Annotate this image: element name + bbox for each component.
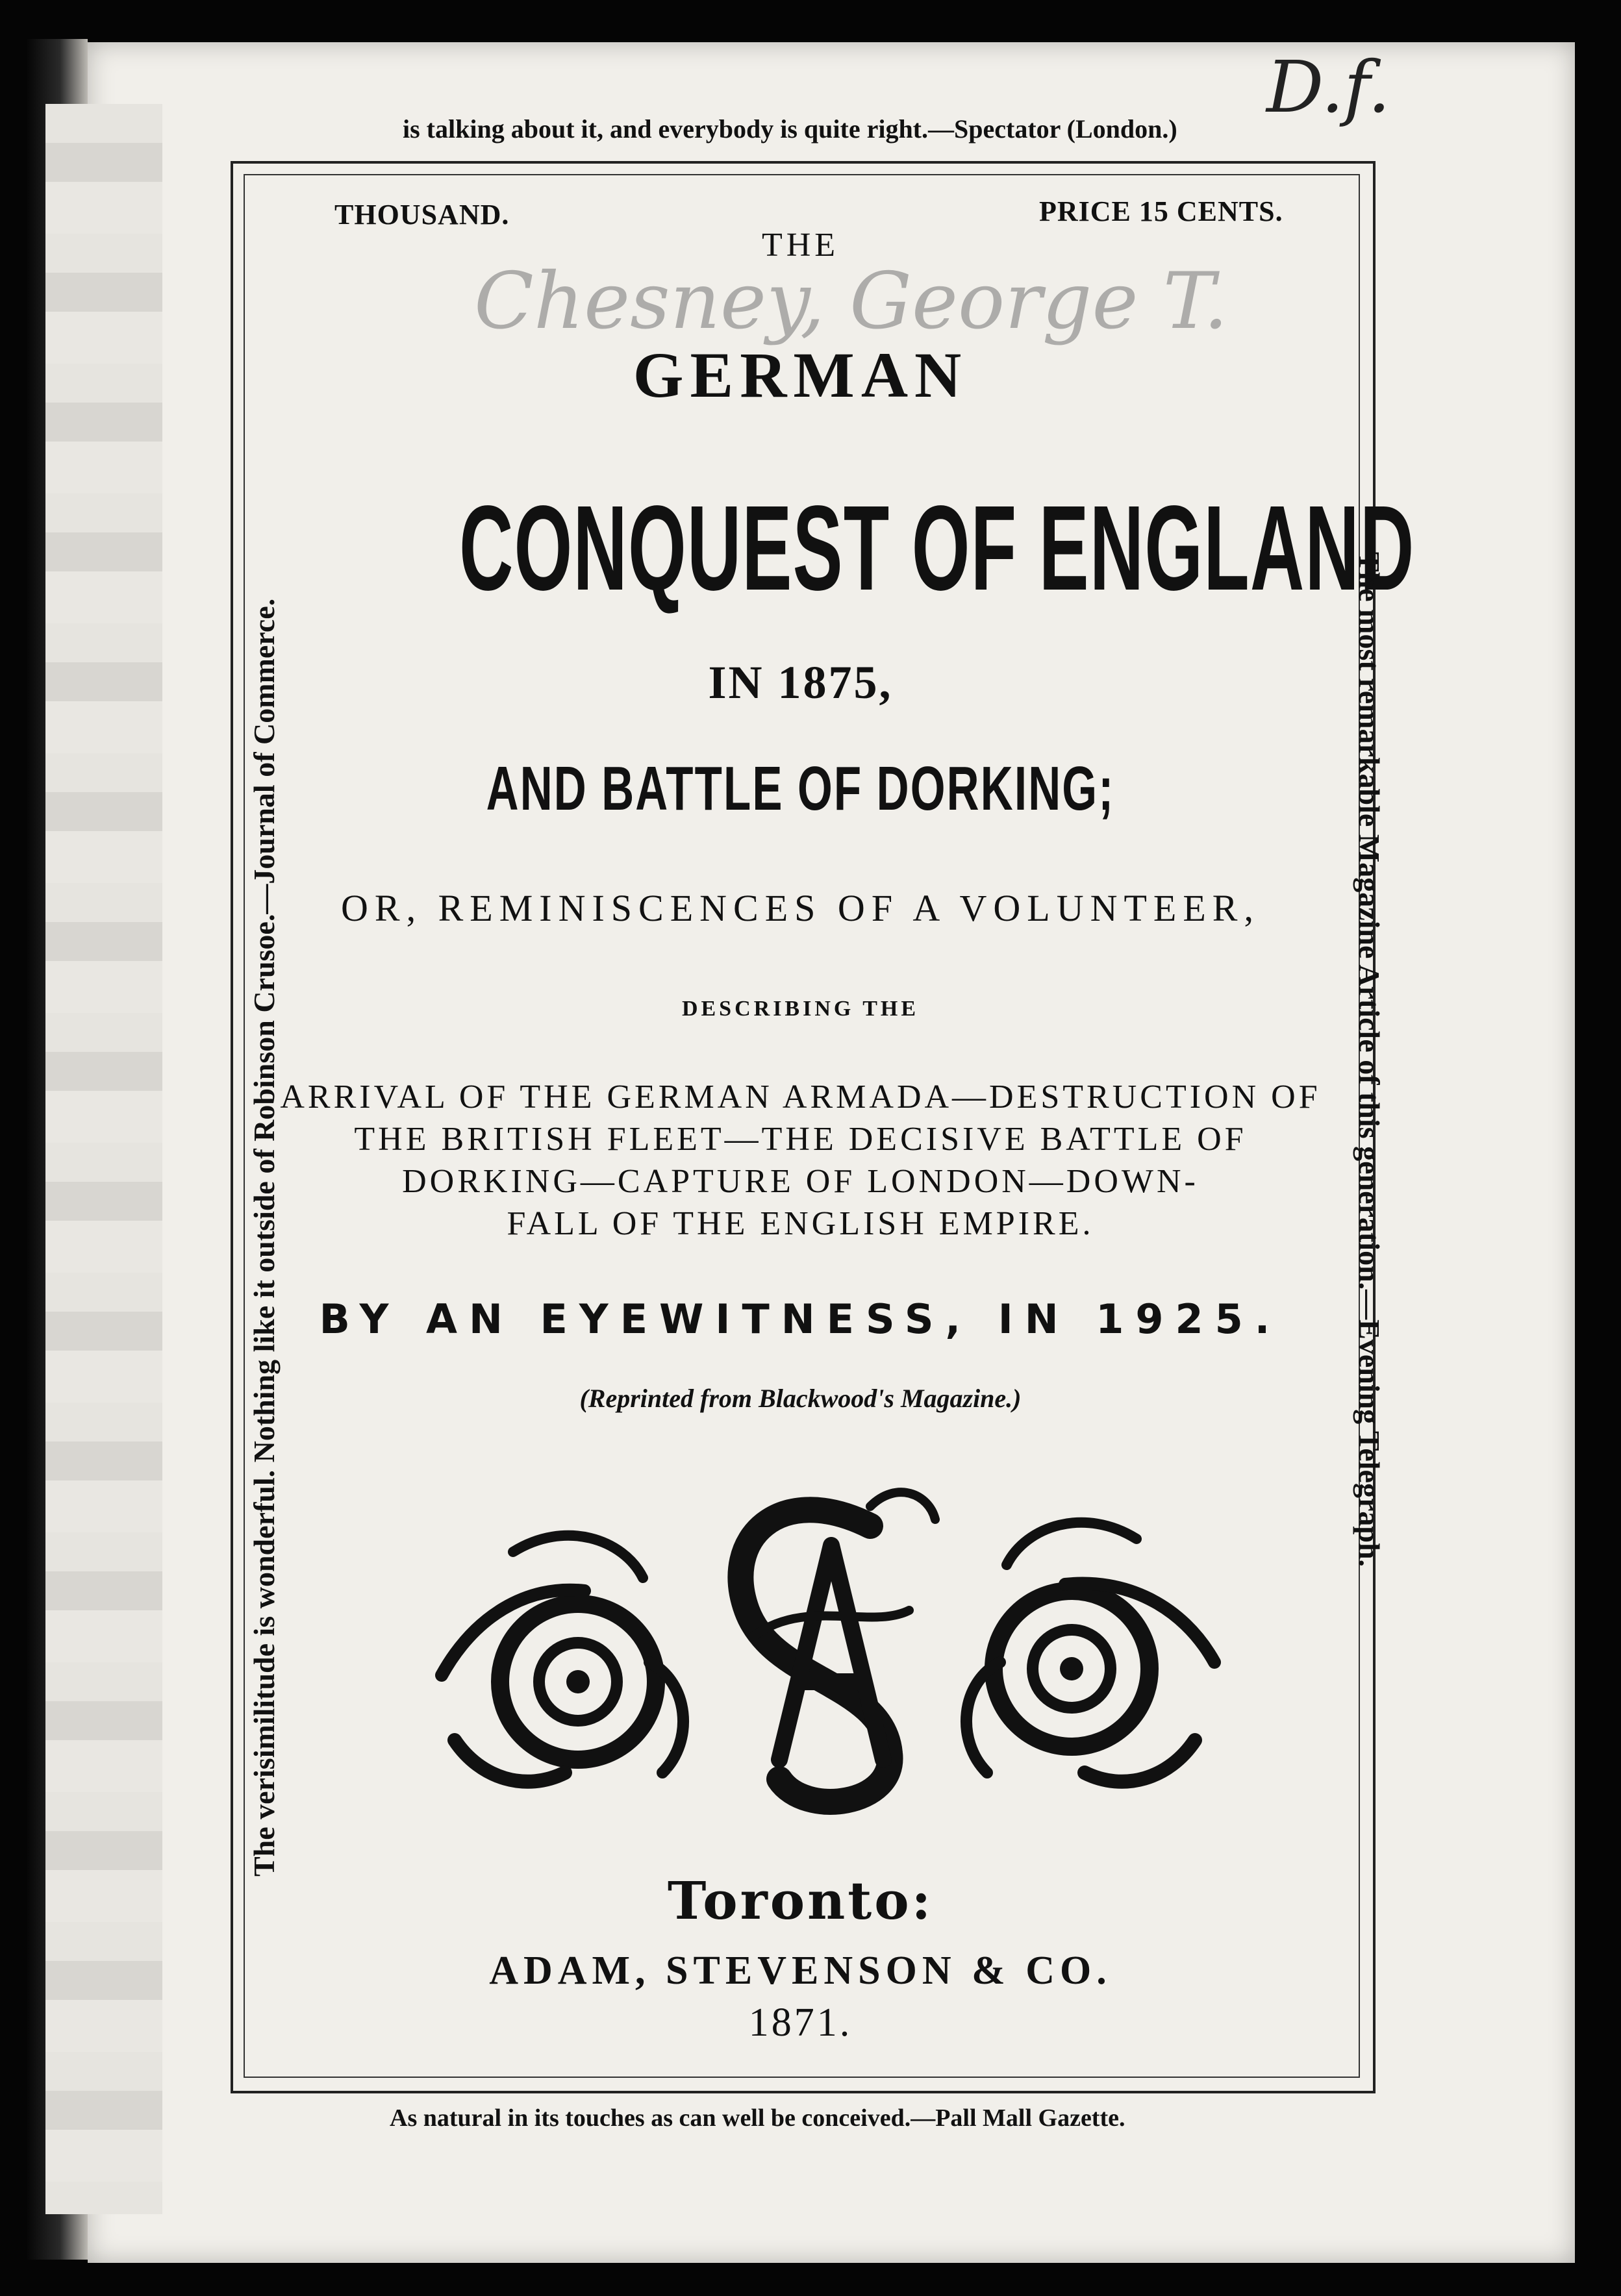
reprint-note: (Reprinted from Blackwood's Magazine.): [579, 1384, 1022, 1413]
title-year: IN 1875,: [708, 656, 893, 708]
handwritten-corner-mark: D.f.: [1266, 45, 1390, 129]
edition-label: THOUSAND.: [334, 199, 510, 231]
imprint-city: Toronto:: [667, 1870, 934, 1931]
damaged-spine-edge: [45, 104, 162, 2214]
main-title: CONQUEST OF ENGLAND: [459, 481, 1415, 616]
description-line: FALL OF THE ENGLISH EMPIRE.: [507, 1205, 1094, 1242]
handwritten-catalog-note: Chesney, George T.: [474, 256, 1229, 347]
publisher-name: ADAM, STEVENSON & CO.: [489, 1949, 1112, 1993]
left-scroll-ornament: [442, 1536, 683, 1782]
center-monogram: [740, 1492, 935, 1802]
right-scroll-ornament: [966, 1523, 1214, 1782]
description-line: ARRIVAL OF THE GERMAN ARMADA—DESTRUCTION OF: [280, 1079, 1321, 1116]
title-article: THE: [761, 227, 840, 264]
top-review-quote: is talking about it, and everybody is quite right.—Spectator (London.): [403, 114, 1177, 144]
title-german: GERMAN: [633, 339, 968, 411]
left-review-quote: The verisimilitude is wonderful. Nothing like it outside of Robinson Crusoe.—Journal of Commerce.: [247, 598, 281, 1877]
publication-year: 1871.: [748, 2001, 853, 2045]
describing-label: DESCRIBING THE: [681, 997, 920, 1021]
publisher-monogram-ornament: [416, 1467, 1240, 1818]
description-line: THE BRITISH FLEET—THE DECISIVE BATTLE OF: [354, 1121, 1247, 1158]
price-label: PRICE 15 CENTS.: [1039, 195, 1283, 227]
bottom-review-quote: As natural in its touches as can well be conceived.—Pall Mall Gazette.: [390, 2104, 1125, 2132]
battle-title: AND BATTLE OF DORKING;: [486, 754, 1115, 823]
description-line: DORKING—CAPTURE OF LONDON—DOWN-: [402, 1163, 1199, 1200]
author-line: BY AN EYEWITNESS, IN 1925.: [319, 1295, 1282, 1343]
right-review-quote: The most remarkable Magazine Article of this generation.—Evening Telegraph.: [1353, 552, 1386, 1567]
subtitle: OR, REMINISCENCES OF A VOLUNTEER,: [341, 887, 1260, 929]
